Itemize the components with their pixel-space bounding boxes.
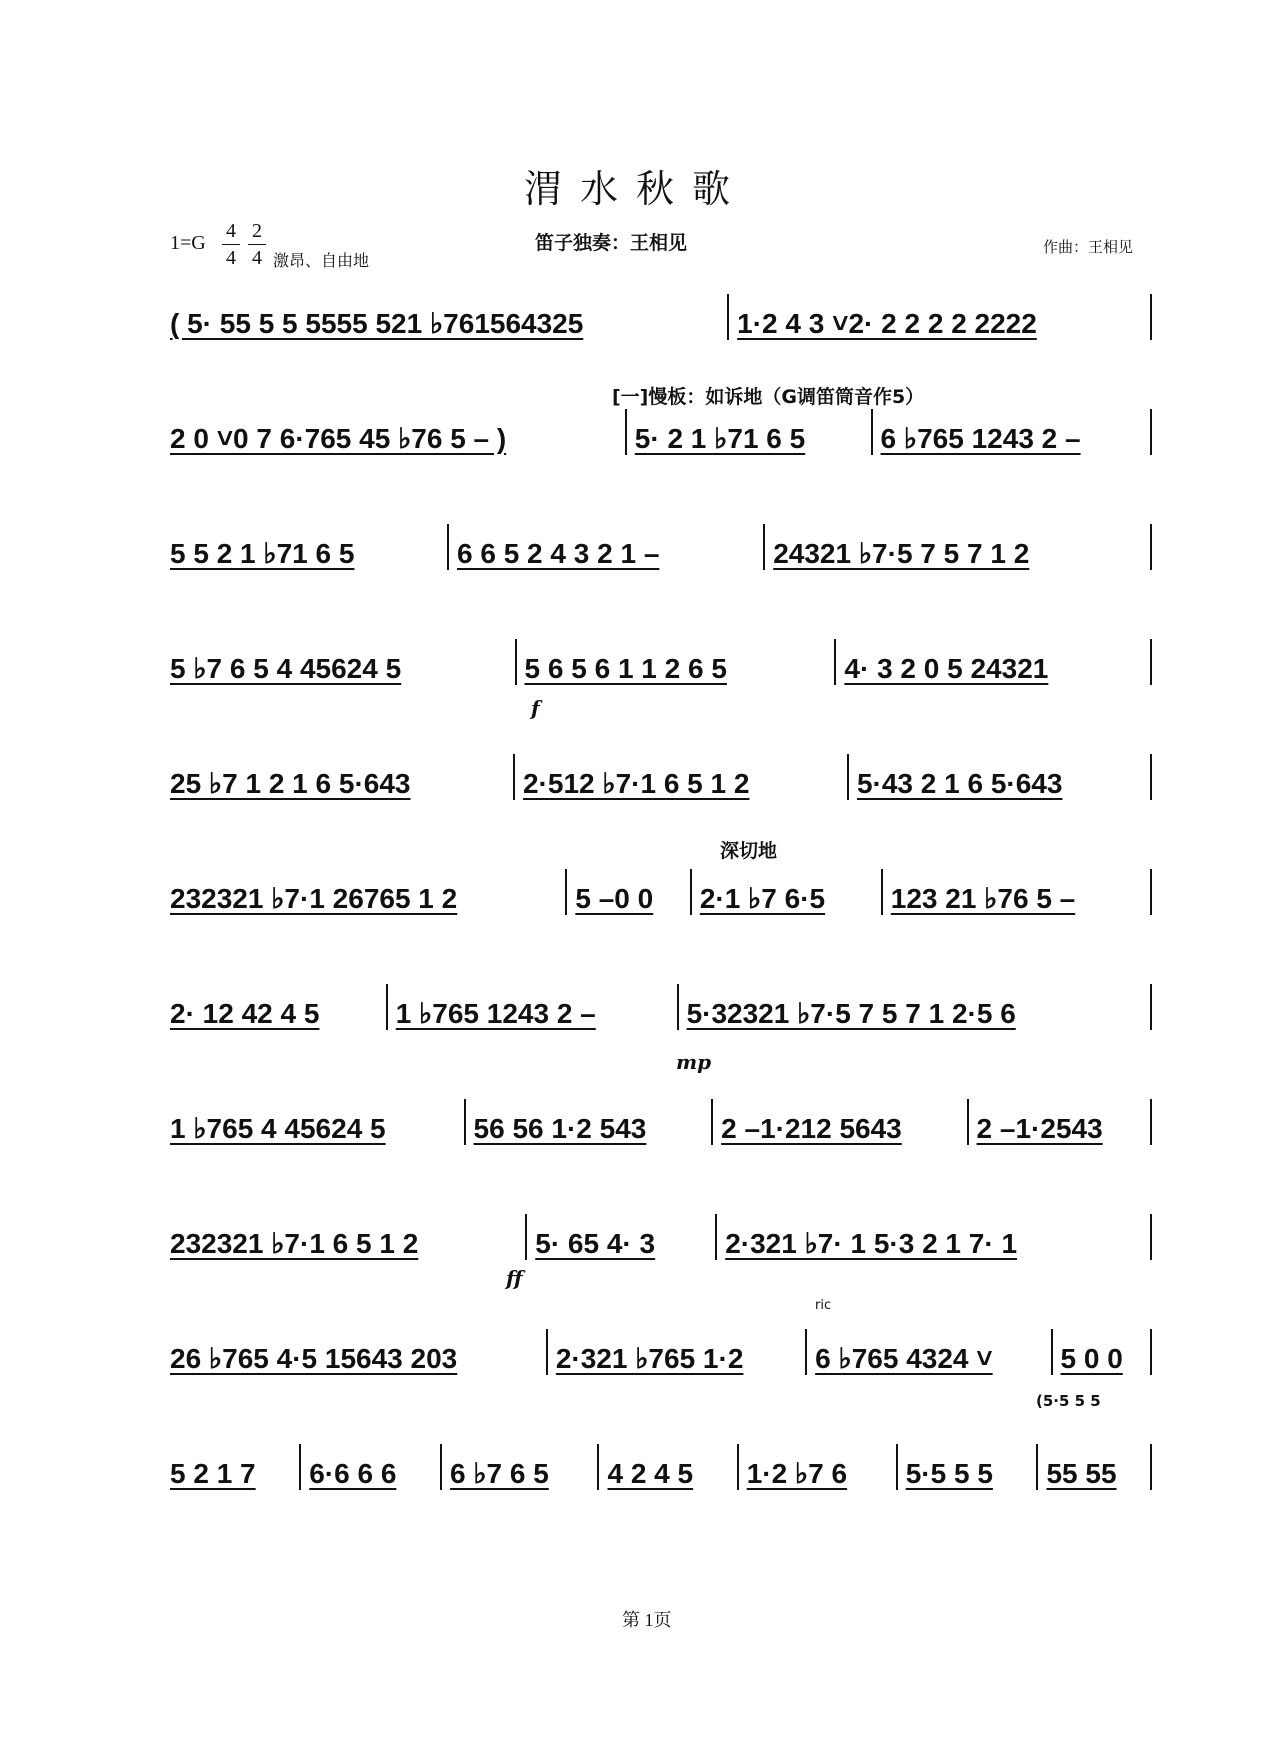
measure-notes: 5 –0 0 — [575, 883, 654, 914]
measure-notes: 5· 65 4· 3 — [535, 1228, 656, 1259]
measure-notes: 5· 2 1 ♭71 6 5 — [634, 423, 806, 454]
measure-notes: 232321 ♭7·1 26765 1 2 — [170, 883, 458, 914]
measure-notes: 4· 3 2 0 5 24321 — [844, 653, 1049, 684]
measure — [466, 1099, 714, 1145]
measure-notes: 6 ♭765 1243 2 – — [880, 423, 1081, 454]
measure — [883, 869, 1152, 915]
measure — [873, 409, 1152, 455]
subtitle: 笛子独奏：王相见 — [535, 232, 688, 254]
measure-notes: 232321 ♭7·1 6 5 1 2 — [170, 1228, 419, 1259]
measure — [527, 1214, 717, 1260]
measure-notes: 5 0 0 — [1060, 1343, 1123, 1374]
measure-notes: 2·512 ♭7·1 6 5 1 2 — [522, 768, 750, 799]
score-line — [162, 1450, 1152, 1490]
score-line — [162, 415, 1152, 455]
measure-notes: 2 0 ˅0 7 6·765 45 ♭76 5 – ) — [170, 423, 507, 454]
measure — [388, 984, 679, 1030]
measure-notes: 1 ♭765 1243 2 – — [395, 998, 596, 1029]
measure — [849, 754, 1152, 800]
measure — [692, 869, 883, 915]
time-signature-4-4: 4 4 — [222, 218, 240, 271]
score-line — [162, 645, 1152, 685]
score-line — [162, 1335, 1152, 1375]
measure-notes: 24321 ♭7·5 7 5 7 1 2 — [773, 538, 1030, 569]
rit-annotation: ric — [815, 1298, 832, 1313]
score-line — [162, 1220, 1152, 1260]
measure-notes: 5 ♭7 6 5 4 45624 5 — [170, 653, 402, 684]
dynamic-mp: mp — [676, 1050, 712, 1074]
tempo-marking: 激昂、自由地 — [273, 251, 370, 270]
page-number: 第 1页 — [622, 1610, 672, 1630]
measure — [162, 754, 515, 800]
measure-notes: 5·43 2 1 6 5·643 — [856, 768, 1063, 799]
measure-notes: 5 5 2 1 ♭71 6 5 — [170, 538, 355, 569]
measure-notes: 2 –1·212 5643 — [721, 1113, 902, 1144]
measure-notes: 55 55 — [1046, 1458, 1117, 1489]
measure-notes: 2· 12 42 4 5 — [170, 998, 320, 1029]
dynamic-f: f — [531, 696, 540, 720]
measure — [162, 1444, 301, 1490]
measure-notes: 56 56 1·2 543 — [473, 1113, 647, 1144]
measure-notes: 1 ♭765 4 45624 5 — [170, 1113, 386, 1144]
measure-notes: 4 2 4 5 — [607, 1458, 694, 1489]
measure — [1038, 1444, 1152, 1490]
score-line — [162, 990, 1152, 1030]
measure — [301, 1444, 442, 1490]
measure — [717, 1214, 1152, 1260]
measure — [898, 1444, 1039, 1490]
measure-notes: 6 ♭765 4324 ˅ — [815, 1343, 993, 1374]
section-annotation: [一]慢板：如诉地（G调笛筒音作5） — [612, 386, 925, 408]
composer: 作曲：王相见 — [1043, 238, 1134, 256]
measure — [567, 869, 691, 915]
measure-notes: 26 ♭765 4·5 15643 203 — [170, 1343, 458, 1374]
measure-notes: 2·321 ♭7· 1 5·3 2 1 7· 1 — [725, 1228, 1018, 1259]
measure — [162, 1329, 548, 1375]
measure — [1053, 1329, 1152, 1375]
measure-notes: 6 ♭7 6 5 — [449, 1458, 549, 1489]
measure-notes: 1·2 4 3 ˅2· 2 2 2 2 2222 — [737, 308, 1037, 339]
measure-notes: ( 5· 55 5 5 5555 521 ♭761564325 — [170, 308, 584, 339]
measure — [162, 524, 449, 570]
measure-notes: 5 6 5 6 1 1 2 6 5 — [524, 653, 727, 684]
measure — [162, 294, 729, 340]
measure-notes: 5·5 5 5 — [905, 1458, 993, 1489]
measure — [162, 639, 517, 685]
measure-notes: 5 2 1 7 — [170, 1458, 256, 1489]
expression-annotation: 深切地 — [720, 840, 778, 862]
dynamic-ff: ff — [506, 1266, 523, 1290]
score-line — [162, 530, 1152, 570]
measure — [449, 524, 765, 570]
measure — [162, 1214, 527, 1260]
measure — [162, 869, 567, 915]
measure-notes: 2·1 ♭7 6·5 — [699, 883, 826, 914]
measure-notes: 5·32321 ♭7·5 7 5 7 1 2·5 6 — [686, 998, 1016, 1029]
score-line — [162, 760, 1152, 800]
measure — [162, 984, 388, 1030]
measure-notes: 6·6 6 6 — [309, 1458, 397, 1489]
measure — [836, 639, 1152, 685]
measure — [515, 754, 849, 800]
measure-notes: 2·321 ♭765 1·2 — [555, 1343, 744, 1374]
measure — [969, 1099, 1152, 1145]
measure — [517, 639, 837, 685]
score-title: 渭水秋歌 — [523, 167, 748, 211]
measure — [599, 1444, 738, 1490]
measure — [548, 1329, 807, 1375]
measure — [442, 1444, 600, 1490]
measure-notes: 25 ♭7 1 2 1 6 5·643 — [170, 768, 411, 799]
measure — [807, 1329, 1052, 1375]
score-line — [162, 1105, 1152, 1145]
score-line — [162, 875, 1152, 915]
echo-annotation: (5·5 5 5 — [1036, 1392, 1101, 1410]
measure-notes: 6 6 5 2 4 3 2 1 – — [457, 538, 660, 569]
time-signature-2-4: 2 4 — [248, 218, 266, 271]
measure — [162, 1099, 466, 1145]
measure — [162, 409, 627, 455]
measure — [729, 294, 1152, 340]
measure — [679, 984, 1152, 1030]
measure-notes: 1·2 ♭7 6 — [746, 1458, 848, 1489]
measure — [765, 524, 1152, 570]
score-line — [162, 300, 1152, 340]
measure — [739, 1444, 898, 1490]
key-signature: 1=G — [170, 232, 206, 254]
measure — [713, 1099, 968, 1145]
measure-notes: 123 21 ♭76 5 – — [890, 883, 1076, 914]
measure-notes: 2 –1·2543 — [976, 1113, 1103, 1144]
measure — [627, 409, 873, 455]
